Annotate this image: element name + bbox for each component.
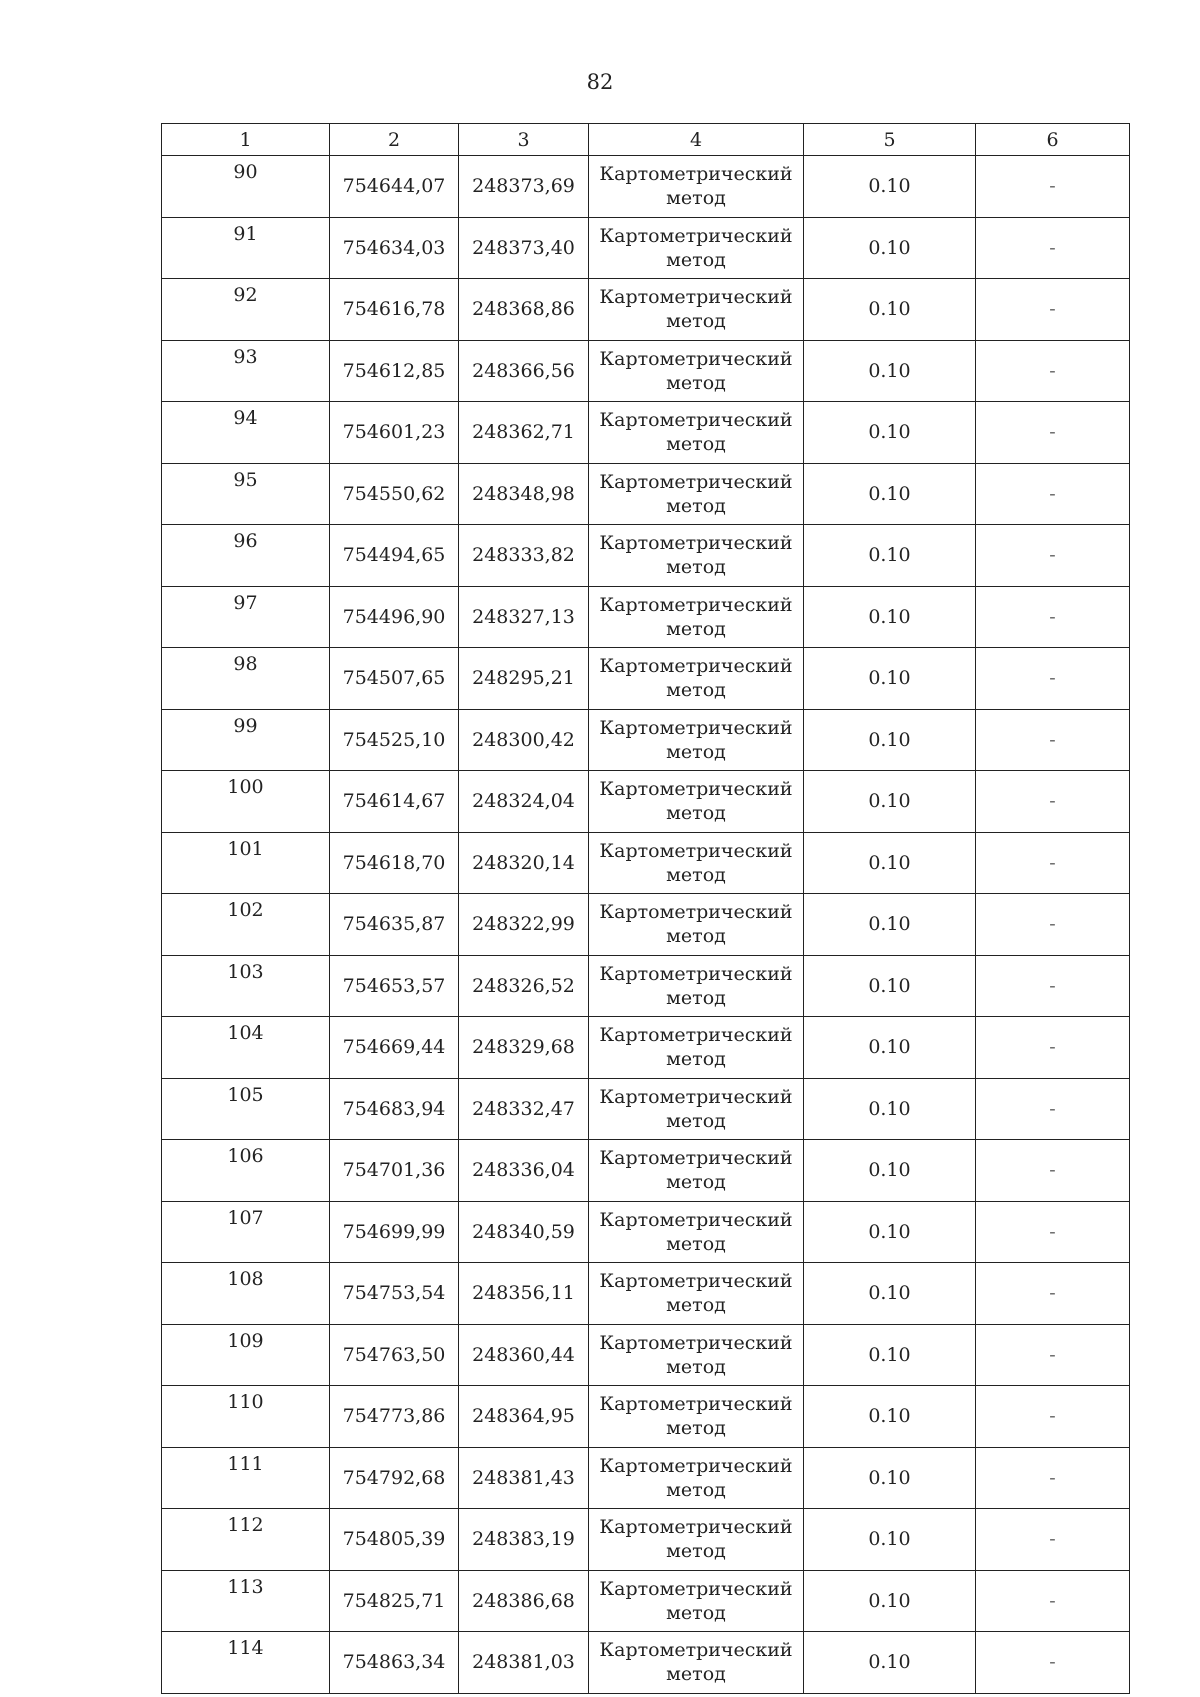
point-number-cell: 96 bbox=[162, 525, 330, 587]
method-line-1: Картометрический bbox=[599, 1331, 793, 1354]
coordinates-table bbox=[161, 123, 1130, 1694]
method-line-2: метод bbox=[666, 1478, 726, 1501]
point-number-cell: 93 bbox=[162, 340, 330, 402]
point-number-cell: 101 bbox=[162, 832, 330, 894]
point-number-cell: 111 bbox=[162, 1447, 330, 1509]
table-row bbox=[162, 402, 1130, 464]
y-coordinate-cell: 248381,03 bbox=[459, 1632, 589, 1694]
y-coordinate-cell: 248329,68 bbox=[459, 1017, 589, 1079]
table-row bbox=[162, 279, 1130, 341]
y-coordinate-cell: 248386,68 bbox=[459, 1570, 589, 1632]
method-cell bbox=[589, 955, 804, 1017]
point-number-cell: 99 bbox=[162, 709, 330, 771]
method-line-2: метод bbox=[666, 187, 726, 210]
method-line-2: метод bbox=[666, 1540, 726, 1563]
table-row bbox=[162, 1386, 1130, 1448]
note-cell: - bbox=[976, 217, 1130, 279]
note-cell: - bbox=[976, 402, 1130, 464]
accuracy-cell: 0.10 bbox=[804, 525, 976, 587]
method-line-1: Картометрический bbox=[599, 1639, 793, 1662]
accuracy-cell: 0.10 bbox=[804, 648, 976, 710]
note-cell: - bbox=[976, 1570, 1130, 1632]
method-line-2: метод bbox=[666, 556, 726, 579]
method-line-2: метод bbox=[666, 248, 726, 271]
table-row bbox=[162, 463, 1130, 525]
method-cell bbox=[589, 1570, 804, 1632]
column-header-5: 5 bbox=[804, 124, 976, 156]
table-row bbox=[162, 832, 1130, 894]
note-cell: - bbox=[976, 463, 1130, 525]
column-header-4: 4 bbox=[589, 124, 804, 156]
method-line-2: метод bbox=[666, 1663, 726, 1686]
y-coordinate-cell: 248324,04 bbox=[459, 771, 589, 833]
y-coordinate-cell: 248373,69 bbox=[459, 156, 589, 218]
y-coordinate-cell: 248333,82 bbox=[459, 525, 589, 587]
note-cell: - bbox=[976, 156, 1130, 218]
note-cell: - bbox=[976, 832, 1130, 894]
note-cell: - bbox=[976, 955, 1130, 1017]
accuracy-cell: 0.10 bbox=[804, 771, 976, 833]
table-row bbox=[162, 648, 1130, 710]
point-number-cell: 110 bbox=[162, 1386, 330, 1448]
method-line-1: Картометрический bbox=[599, 655, 793, 678]
y-coordinate-cell: 248348,98 bbox=[459, 463, 589, 525]
x-coordinate-cell: 754496,90 bbox=[330, 586, 459, 648]
x-coordinate-cell: 754863,34 bbox=[330, 1632, 459, 1694]
method-line-1: Картометрический bbox=[599, 962, 793, 985]
method-cell bbox=[589, 1386, 804, 1448]
accuracy-cell: 0.10 bbox=[804, 463, 976, 525]
y-coordinate-cell: 248326,52 bbox=[459, 955, 589, 1017]
x-coordinate-cell: 754773,86 bbox=[330, 1386, 459, 1448]
accuracy-cell: 0.10 bbox=[804, 709, 976, 771]
y-coordinate-cell: 248366,56 bbox=[459, 340, 589, 402]
accuracy-cell: 0.10 bbox=[804, 1509, 976, 1571]
method-line-2: метод bbox=[666, 1601, 726, 1624]
accuracy-cell: 0.10 bbox=[804, 1632, 976, 1694]
y-coordinate-cell: 248360,44 bbox=[459, 1324, 589, 1386]
method-line-2: метод bbox=[666, 1232, 726, 1255]
table-row bbox=[162, 1632, 1130, 1694]
accuracy-cell: 0.10 bbox=[804, 1324, 976, 1386]
accuracy-cell: 0.10 bbox=[804, 1263, 976, 1325]
y-coordinate-cell: 248364,95 bbox=[459, 1386, 589, 1448]
x-coordinate-cell: 754644,07 bbox=[330, 156, 459, 218]
method-line-1: Картометрический bbox=[599, 286, 793, 309]
x-coordinate-cell: 754494,65 bbox=[330, 525, 459, 587]
note-cell: - bbox=[976, 525, 1130, 587]
table-row bbox=[162, 217, 1130, 279]
method-line-1: Картометрический bbox=[599, 839, 793, 862]
table-row bbox=[162, 1140, 1130, 1202]
table-row bbox=[162, 1570, 1130, 1632]
method-line-2: метод bbox=[666, 863, 726, 886]
y-coordinate-cell: 248383,19 bbox=[459, 1509, 589, 1571]
note-cell: - bbox=[976, 771, 1130, 833]
method-line-1: Картометрический bbox=[599, 1147, 793, 1170]
note-cell: - bbox=[976, 894, 1130, 956]
column-header-6: 6 bbox=[976, 124, 1130, 156]
point-number-cell: 103 bbox=[162, 955, 330, 1017]
method-line-2: метод bbox=[666, 371, 726, 394]
accuracy-cell: 0.10 bbox=[804, 402, 976, 464]
point-number-cell: 98 bbox=[162, 648, 330, 710]
method-line-2: метод bbox=[666, 1355, 726, 1378]
method-line-2: метод bbox=[666, 1109, 726, 1132]
method-cell bbox=[589, 525, 804, 587]
method-cell bbox=[589, 709, 804, 771]
method-cell bbox=[589, 1632, 804, 1694]
method-cell bbox=[589, 1263, 804, 1325]
method-cell bbox=[589, 463, 804, 525]
method-line-2: метод bbox=[666, 433, 726, 456]
x-coordinate-cell: 754507,65 bbox=[330, 648, 459, 710]
method-line-1: Картометрический bbox=[599, 778, 793, 801]
note-cell: - bbox=[976, 1324, 1130, 1386]
y-coordinate-cell: 248295,21 bbox=[459, 648, 589, 710]
note-cell: - bbox=[976, 1140, 1130, 1202]
y-coordinate-cell: 248327,13 bbox=[459, 586, 589, 648]
method-line-2: метод bbox=[666, 1417, 726, 1440]
method-line-2: метод bbox=[666, 494, 726, 517]
accuracy-cell: 0.10 bbox=[804, 156, 976, 218]
method-line-2: метод bbox=[666, 740, 726, 763]
point-number-cell: 102 bbox=[162, 894, 330, 956]
point-number-cell: 91 bbox=[162, 217, 330, 279]
method-line-2: метод bbox=[666, 925, 726, 948]
table-row bbox=[162, 894, 1130, 956]
x-coordinate-cell: 754525,10 bbox=[330, 709, 459, 771]
method-cell bbox=[589, 1017, 804, 1079]
table-header bbox=[162, 124, 1130, 156]
note-cell: - bbox=[976, 1017, 1130, 1079]
x-coordinate-cell: 754614,67 bbox=[330, 771, 459, 833]
y-coordinate-cell: 248322,99 bbox=[459, 894, 589, 956]
point-number-cell: 108 bbox=[162, 1263, 330, 1325]
method-cell bbox=[589, 279, 804, 341]
point-number-cell: 100 bbox=[162, 771, 330, 833]
note-cell: - bbox=[976, 709, 1130, 771]
point-number-cell: 113 bbox=[162, 1570, 330, 1632]
method-line-1: Картометрический bbox=[599, 1516, 793, 1539]
method-cell bbox=[589, 402, 804, 464]
table-row bbox=[162, 156, 1130, 218]
accuracy-cell: 0.10 bbox=[804, 1017, 976, 1079]
column-header-3: 3 bbox=[459, 124, 589, 156]
method-line-2: метод bbox=[666, 1294, 726, 1317]
method-line-1: Картометрический bbox=[599, 409, 793, 432]
accuracy-cell: 0.10 bbox=[804, 955, 976, 1017]
x-coordinate-cell: 754683,94 bbox=[330, 1078, 459, 1140]
method-line-1: Картометрический bbox=[599, 1085, 793, 1108]
point-number-cell: 104 bbox=[162, 1017, 330, 1079]
table-row bbox=[162, 1263, 1130, 1325]
accuracy-cell: 0.10 bbox=[804, 340, 976, 402]
accuracy-cell: 0.10 bbox=[804, 279, 976, 341]
method-line-1: Картометрический bbox=[599, 901, 793, 924]
column-header-2: 2 bbox=[330, 124, 459, 156]
method-line-1: Картометрический bbox=[599, 163, 793, 186]
x-coordinate-cell: 754601,23 bbox=[330, 402, 459, 464]
point-number-cell: 97 bbox=[162, 586, 330, 648]
method-line-1: Картометрический bbox=[599, 1208, 793, 1231]
method-cell bbox=[589, 771, 804, 833]
table-row bbox=[162, 586, 1130, 648]
method-line-1: Картометрический bbox=[599, 1270, 793, 1293]
method-line-2: метод bbox=[666, 1048, 726, 1071]
y-coordinate-cell: 248332,47 bbox=[459, 1078, 589, 1140]
table-row bbox=[162, 771, 1130, 833]
method-cell bbox=[589, 586, 804, 648]
table-row bbox=[162, 1078, 1130, 1140]
method-cell bbox=[589, 648, 804, 710]
method-line-1: Картометрический bbox=[599, 1024, 793, 1047]
accuracy-cell: 0.10 bbox=[804, 1386, 976, 1448]
note-cell: - bbox=[976, 1386, 1130, 1448]
table-row bbox=[162, 1201, 1130, 1263]
method-cell bbox=[589, 1509, 804, 1571]
y-coordinate-cell: 248362,71 bbox=[459, 402, 589, 464]
accuracy-cell: 0.10 bbox=[804, 1201, 976, 1263]
method-line-1: Картометрический bbox=[599, 224, 793, 247]
method-line-1: Картометрический bbox=[599, 532, 793, 555]
table-row bbox=[162, 340, 1130, 402]
x-coordinate-cell: 754550,62 bbox=[330, 463, 459, 525]
table-row bbox=[162, 1509, 1130, 1571]
header-row bbox=[162, 124, 1130, 156]
note-cell: - bbox=[976, 279, 1130, 341]
method-line-1: Картометрический bbox=[599, 347, 793, 370]
note-cell: - bbox=[976, 1078, 1130, 1140]
x-coordinate-cell: 754653,57 bbox=[330, 955, 459, 1017]
method-cell bbox=[589, 217, 804, 279]
accuracy-cell: 0.10 bbox=[804, 832, 976, 894]
note-cell: - bbox=[976, 340, 1130, 402]
point-number-cell: 94 bbox=[162, 402, 330, 464]
table-row bbox=[162, 1447, 1130, 1509]
accuracy-cell: 0.10 bbox=[804, 1570, 976, 1632]
note-cell: - bbox=[976, 1509, 1130, 1571]
x-coordinate-cell: 754753,54 bbox=[330, 1263, 459, 1325]
method-line-2: метод bbox=[666, 617, 726, 640]
y-coordinate-cell: 248320,14 bbox=[459, 832, 589, 894]
method-line-2: метод bbox=[666, 986, 726, 1009]
note-cell: - bbox=[976, 1201, 1130, 1263]
point-number-cell: 92 bbox=[162, 279, 330, 341]
table-row bbox=[162, 709, 1130, 771]
y-coordinate-cell: 248373,40 bbox=[459, 217, 589, 279]
note-cell: - bbox=[976, 1447, 1130, 1509]
method-line-1: Картометрический bbox=[599, 1577, 793, 1600]
y-coordinate-cell: 248336,04 bbox=[459, 1140, 589, 1202]
y-coordinate-cell: 248300,42 bbox=[459, 709, 589, 771]
accuracy-cell: 0.10 bbox=[804, 586, 976, 648]
method-cell bbox=[589, 156, 804, 218]
method-cell bbox=[589, 1447, 804, 1509]
y-coordinate-cell: 248340,59 bbox=[459, 1201, 589, 1263]
method-line-2: метод bbox=[666, 1171, 726, 1194]
y-coordinate-cell: 248381,43 bbox=[459, 1447, 589, 1509]
y-coordinate-cell: 248368,86 bbox=[459, 279, 589, 341]
method-line-1: Картометрический bbox=[599, 470, 793, 493]
method-cell bbox=[589, 832, 804, 894]
method-line-1: Картометрический bbox=[599, 716, 793, 739]
note-cell: - bbox=[976, 648, 1130, 710]
page-number: 82 bbox=[586, 70, 614, 94]
note-cell: - bbox=[976, 586, 1130, 648]
table-body bbox=[162, 156, 1130, 1694]
table-row bbox=[162, 955, 1130, 1017]
method-cell bbox=[589, 1324, 804, 1386]
point-number-cell: 107 bbox=[162, 1201, 330, 1263]
point-number-cell: 106 bbox=[162, 1140, 330, 1202]
method-cell bbox=[589, 1201, 804, 1263]
table-row bbox=[162, 1324, 1130, 1386]
x-coordinate-cell: 754635,87 bbox=[330, 894, 459, 956]
method-line-1: Картометрический bbox=[599, 1393, 793, 1416]
x-coordinate-cell: 754699,99 bbox=[330, 1201, 459, 1263]
accuracy-cell: 0.10 bbox=[804, 1078, 976, 1140]
x-coordinate-cell: 754825,71 bbox=[330, 1570, 459, 1632]
x-coordinate-cell: 754763,50 bbox=[330, 1324, 459, 1386]
x-coordinate-cell: 754612,85 bbox=[330, 340, 459, 402]
point-number-cell: 90 bbox=[162, 156, 330, 218]
method-line-2: метод bbox=[666, 679, 726, 702]
note-cell: - bbox=[976, 1632, 1130, 1694]
point-number-cell: 109 bbox=[162, 1324, 330, 1386]
accuracy-cell: 0.10 bbox=[804, 217, 976, 279]
table-row bbox=[162, 525, 1130, 587]
point-number-cell: 95 bbox=[162, 463, 330, 525]
x-coordinate-cell: 754616,78 bbox=[330, 279, 459, 341]
accuracy-cell: 0.10 bbox=[804, 1447, 976, 1509]
note-cell: - bbox=[976, 1263, 1130, 1325]
accuracy-cell: 0.10 bbox=[804, 1140, 976, 1202]
method-cell bbox=[589, 1078, 804, 1140]
x-coordinate-cell: 754805,39 bbox=[330, 1509, 459, 1571]
method-line-1: Картометрический bbox=[599, 1454, 793, 1477]
x-coordinate-cell: 754701,36 bbox=[330, 1140, 459, 1202]
point-number-cell: 114 bbox=[162, 1632, 330, 1694]
method-line-2: метод bbox=[666, 310, 726, 333]
method-cell bbox=[589, 340, 804, 402]
x-coordinate-cell: 754634,03 bbox=[330, 217, 459, 279]
table-row bbox=[162, 1017, 1130, 1079]
x-coordinate-cell: 754669,44 bbox=[330, 1017, 459, 1079]
method-line-1: Картометрический bbox=[599, 593, 793, 616]
method-cell bbox=[589, 1140, 804, 1202]
accuracy-cell: 0.10 bbox=[804, 894, 976, 956]
x-coordinate-cell: 754792,68 bbox=[330, 1447, 459, 1509]
point-number-cell: 112 bbox=[162, 1509, 330, 1571]
y-coordinate-cell: 248356,11 bbox=[459, 1263, 589, 1325]
method-cell bbox=[589, 894, 804, 956]
point-number-cell: 105 bbox=[162, 1078, 330, 1140]
column-header-1: 1 bbox=[162, 124, 330, 156]
x-coordinate-cell: 754618,70 bbox=[330, 832, 459, 894]
method-line-2: метод bbox=[666, 802, 726, 825]
